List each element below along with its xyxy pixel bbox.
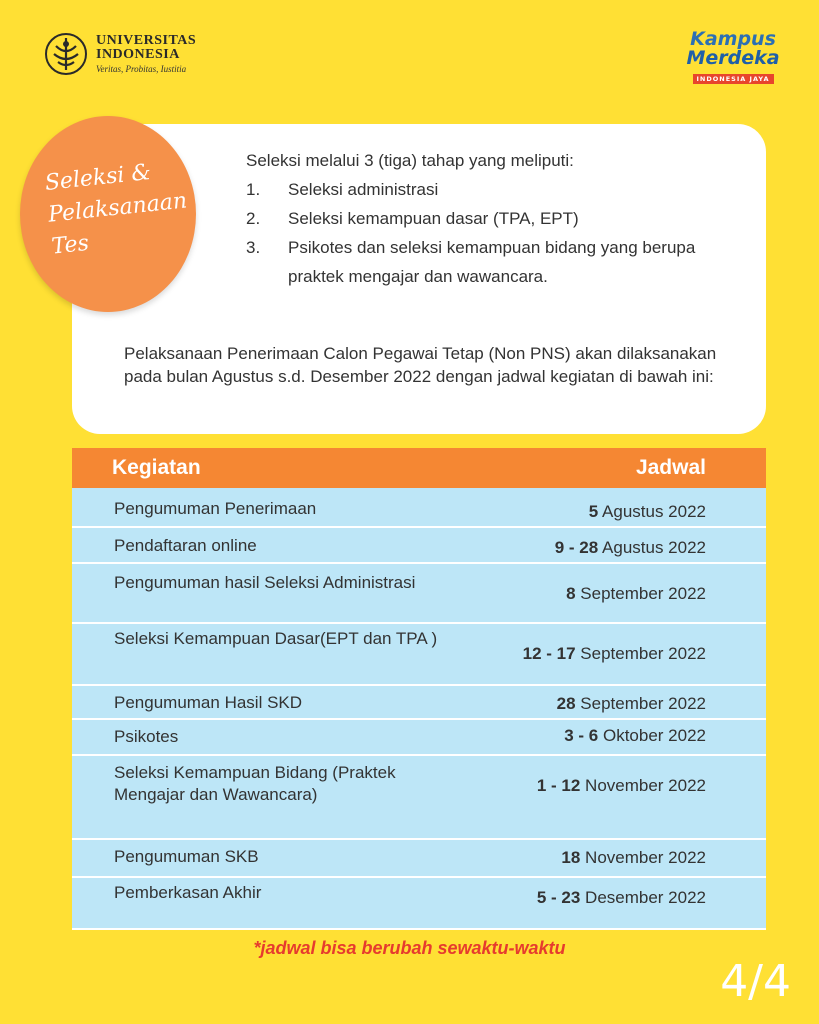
row-activity: Seleksi Kemampuan Bidang (Praktek Mengajar dan Wawancara) bbox=[114, 763, 396, 804]
row-date-days: 28 bbox=[556, 694, 576, 713]
row-activity: Pengumuman SKB bbox=[114, 847, 259, 866]
kampus-merdeka-logo bbox=[683, 30, 783, 86]
row-date-month: September 2022 bbox=[575, 584, 706, 603]
ui-motto: Veritas, Probitas, Iustitia bbox=[96, 63, 187, 74]
km-logo-sub: INDONESIA JAYA bbox=[693, 74, 774, 84]
row-date-month: September 2022 bbox=[575, 694, 706, 713]
row-date bbox=[537, 776, 706, 796]
page-number: 4/4 bbox=[720, 956, 791, 1007]
row-date-days: 8 bbox=[566, 584, 576, 603]
row-date-days: 1 - 12 bbox=[536, 776, 581, 795]
table-row bbox=[72, 528, 766, 564]
table-row bbox=[72, 720, 766, 756]
row-date bbox=[523, 644, 706, 664]
step-number: 3. bbox=[246, 238, 261, 257]
row-date-month: September 2022 bbox=[575, 644, 706, 663]
section-badge-title bbox=[43, 152, 202, 263]
row-date bbox=[589, 502, 706, 522]
schedule-note: *jadwal bisa berubah sewaktu-waktu bbox=[253, 938, 566, 958]
row-date bbox=[561, 848, 706, 868]
step-item bbox=[246, 175, 716, 204]
row-date-days: 18 bbox=[561, 848, 581, 867]
row-date bbox=[566, 584, 706, 604]
table-row bbox=[72, 624, 766, 686]
row-activity: Psikotes bbox=[114, 727, 179, 746]
row-date-month: Desember 2022 bbox=[580, 888, 706, 907]
steps-lead: Seleksi melalui 3 (tiga) tahap yang meliputi: bbox=[246, 151, 574, 170]
header-activity: Kegiatan bbox=[112, 456, 201, 479]
intro-paragraph: Pelaksanaan Penerimaan Calon Pegawai Tetap (Non PNS) akan dilaksanakan pada bulan Agustus s.d. Desember 2022 dengan jadwal kegiatan di bawah ini: bbox=[124, 344, 717, 386]
step-number: 2. bbox=[246, 209, 261, 228]
row-date bbox=[537, 888, 706, 908]
row-date-month: November 2022 bbox=[580, 848, 706, 867]
universitas-indonesia-logo bbox=[44, 28, 196, 80]
step-item bbox=[246, 204, 716, 233]
badge-line: Pelaksanaan bbox=[47, 188, 189, 228]
step-number: 1. bbox=[246, 180, 261, 199]
row-date bbox=[555, 538, 706, 558]
badge-line: Tes bbox=[50, 230, 91, 260]
row-date-month: Agustus 2022 bbox=[598, 502, 706, 521]
badge-line: Seleksi & bbox=[43, 159, 153, 196]
table-header bbox=[72, 448, 766, 488]
step-text: Seleksi administrasi bbox=[288, 180, 439, 199]
row-activity: Pengumuman Penerimaan bbox=[114, 499, 317, 518]
makara-emblem-icon bbox=[44, 32, 88, 76]
row-activity: Seleksi Kemampuan Dasar(EPT dan TPA ) bbox=[114, 629, 438, 648]
schedule-table bbox=[72, 448, 766, 930]
step-item bbox=[246, 233, 716, 291]
km-logo-line2: Merdeka bbox=[686, 47, 780, 69]
table-row bbox=[72, 686, 766, 720]
row-date bbox=[564, 726, 706, 746]
step-text: Psikotes dan seleksi kemampuan bidang yang berupa praktek mengajar dan wawancara. bbox=[288, 238, 696, 286]
row-date-days: 12 - 17 bbox=[522, 644, 576, 663]
row-date-days: 9 - 28 bbox=[554, 538, 599, 557]
row-date-days: 5 bbox=[588, 502, 599, 521]
row-date-month: Agustus 2022 bbox=[598, 538, 706, 557]
row-activity: Pendaftaran online bbox=[114, 536, 257, 555]
row-activity: Pemberkasan Akhir bbox=[114, 883, 262, 902]
table-row bbox=[72, 564, 766, 624]
step-text: Seleksi kemampuan dasar (TPA, EPT) bbox=[288, 209, 579, 228]
table-row bbox=[72, 756, 766, 840]
row-date bbox=[557, 694, 706, 714]
table-row bbox=[72, 488, 766, 528]
header-date: Jadwal bbox=[635, 456, 706, 479]
row-activity: Pengumuman Hasil SKD bbox=[114, 693, 303, 712]
row-activity: Pengumuman hasil Seleksi Administrasi bbox=[114, 573, 416, 592]
row-date-month: November 2022 bbox=[580, 776, 706, 795]
row-date-days: 3 - 6 bbox=[564, 726, 599, 745]
table-row bbox=[72, 878, 766, 930]
ui-name-line2: INDONESIA bbox=[96, 47, 180, 63]
ui-name-line1: UNIVERSITAS bbox=[96, 32, 197, 48]
table-row bbox=[72, 840, 766, 878]
km-logo-line1: Kampus bbox=[690, 28, 776, 50]
row-date-days: 5 - 23 bbox=[536, 888, 581, 907]
row-date-month: Oktober 2022 bbox=[598, 726, 706, 745]
selection-steps bbox=[246, 146, 716, 291]
